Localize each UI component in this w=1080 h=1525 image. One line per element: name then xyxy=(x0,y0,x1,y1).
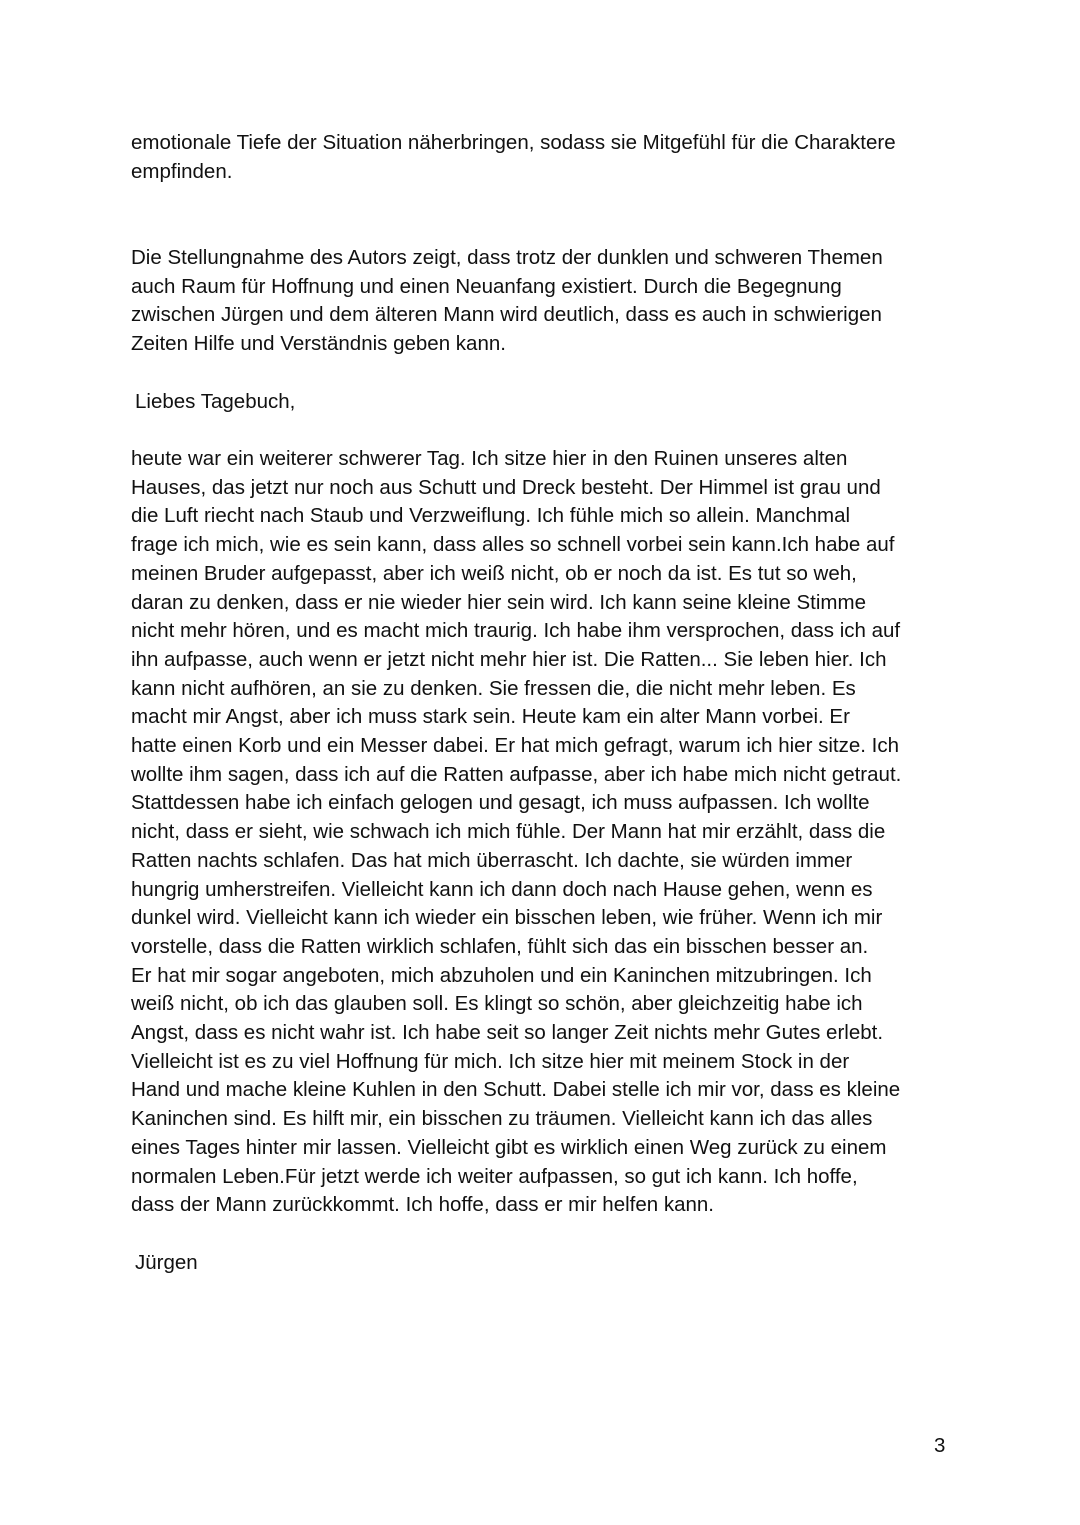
text-line: normalen Leben.Für jetzt werde ich weiter aufpassen, so gut ich kann. Ich hoffe, xyxy=(131,1164,858,1188)
text-line: emotionale Tiefe der Situation näherbringen, sodass sie Mitgefühl für die Charaktere xyxy=(131,131,896,154)
text-line: frage ich mich, wie es sein kann, dass alles so schnell vorbei sein kann.Ich habe auf xyxy=(131,533,895,557)
text-line: nicht, dass er sieht, wie schwach ich mich fühle. Der Mann hat mir erzählt, dass die xyxy=(131,820,886,844)
text-line: Stattdessen habe ich einfach gelogen und gesagt, ich muss aufpassen. Ich wollte xyxy=(131,791,870,815)
text-line: Er hat mir sogar angeboten, mich abzuholen und ein Kaninchen mitzubringen. Ich xyxy=(131,963,872,987)
text-line: daran zu denken, dass er nie wieder hier sein wird. Ich kann seine kleine Stimme xyxy=(131,590,866,614)
text-line: Die Stellungnahme des Autors zeigt, dass trotz der dunklen und schweren Themen xyxy=(131,246,883,269)
text-line: zwischen Jürgen und dem älteren Mann wird deutlich, dass es auch in schwierigen xyxy=(131,303,882,327)
text-line: nicht mehr hören, und es macht mich traurig. Ich habe ihm versprochen, dass ich auf xyxy=(131,619,901,643)
text-line: meinen Bruder aufgepasst, aber ich weiß nicht, ob er noch da ist. Es tut so weh, xyxy=(131,561,857,585)
text-line: Ratten nachts schlafen. Das hat mich überrascht. Ich dachte, sie würden immer xyxy=(131,848,853,872)
text-line: eines Tages hinter mir lassen. Vielleicht gibt es wirklich einen Weg zurück zu einem xyxy=(131,1135,887,1159)
text-line: Hand und mache kleine Kuhlen in den Schutt. Dabei stelle ich mir vor, dass es kleine xyxy=(131,1078,901,1102)
text-line: Zeiten Hilfe und Verständnis geben kann. xyxy=(131,332,506,356)
text-line: Vielleicht ist es zu viel Hoffnung für mich. Ich sitze hier mit meinem Stock in der xyxy=(131,1049,850,1073)
text-line: Kaninchen sind. Es hilft mir, ein bisschen zu träumen. Vielleicht kann ich das alles xyxy=(131,1107,873,1131)
text-line: Angst, dass es nicht wahr ist. Ich habe seit so langer Zeit nichts mehr Gutes erlebt. xyxy=(131,1021,884,1045)
text-line: dunkel wird. Vielleicht kann ich wieder ein bisschen leben, wie früher. Wenn ich mir xyxy=(131,906,883,930)
diary-greeting xyxy=(135,388,965,417)
text-line: hungrig umherstreifen. Vielleicht kann ich dann doch nach Hause gehen, wenn es xyxy=(131,877,873,901)
text-line: die Luft riecht nach Staub und Verzweiflung. Ich fühle mich so allein. Manchmal xyxy=(131,504,851,528)
paragraph-author-statement xyxy=(131,244,961,359)
text-line: hatte einen Korb und ein Messer dabei. Er hat mich gefragt, warum ich hier sitze. Ich xyxy=(131,734,899,758)
text-line: vorstelle, dass die Ratten wirklich schlafen, fühlt sich das ein bisschen besser an. xyxy=(131,934,869,958)
text-line: macht mir Angst, aber ich muss stark sein. Heute kam ein alter Mann vorbei. Er xyxy=(131,705,850,729)
text-line: ihn aufpasse, auch wenn er jetzt nicht mehr hier ist. Die Ratten... Sie leben hier. Ich xyxy=(131,647,887,671)
diary-entry xyxy=(131,445,961,1220)
text-line: kann nicht aufhören, an sie zu denken. Sie fressen die, die nicht mehr leben. Es xyxy=(131,676,856,700)
greeting-text: Liebes Tagebuch, xyxy=(135,390,296,413)
text-line: dass der Mann zurückkommt. Ich hoffe, dass er mir helfen kann. xyxy=(131,1193,714,1217)
text-line: auch Raum für Hoffnung und einen Neuanfang existiert. Durch die Begegnung xyxy=(131,274,842,298)
text-line: empfinden. xyxy=(131,159,233,183)
paragraph-conclusion xyxy=(131,129,961,186)
signature-text: Jürgen xyxy=(135,1251,198,1274)
diary-signature xyxy=(135,1249,965,1278)
text-line: wollte ihm sagen, dass ich auf die Ratten aufpasse, aber ich habe mich nicht getraut. xyxy=(131,762,902,786)
text-line: Hauses, das jetzt nur noch aus Schutt und Dreck besteht. Der Himmel ist grau und xyxy=(131,475,881,499)
page-number: 3 xyxy=(934,1434,946,1457)
text-line: weiß nicht, ob ich das glauben soll. Es klingt so schön, aber gleichzeitig habe ich xyxy=(131,992,863,1016)
text-line: heute war ein weiterer schwerer Tag. Ich sitze hier in den Ruinen unseres alten xyxy=(131,447,848,470)
